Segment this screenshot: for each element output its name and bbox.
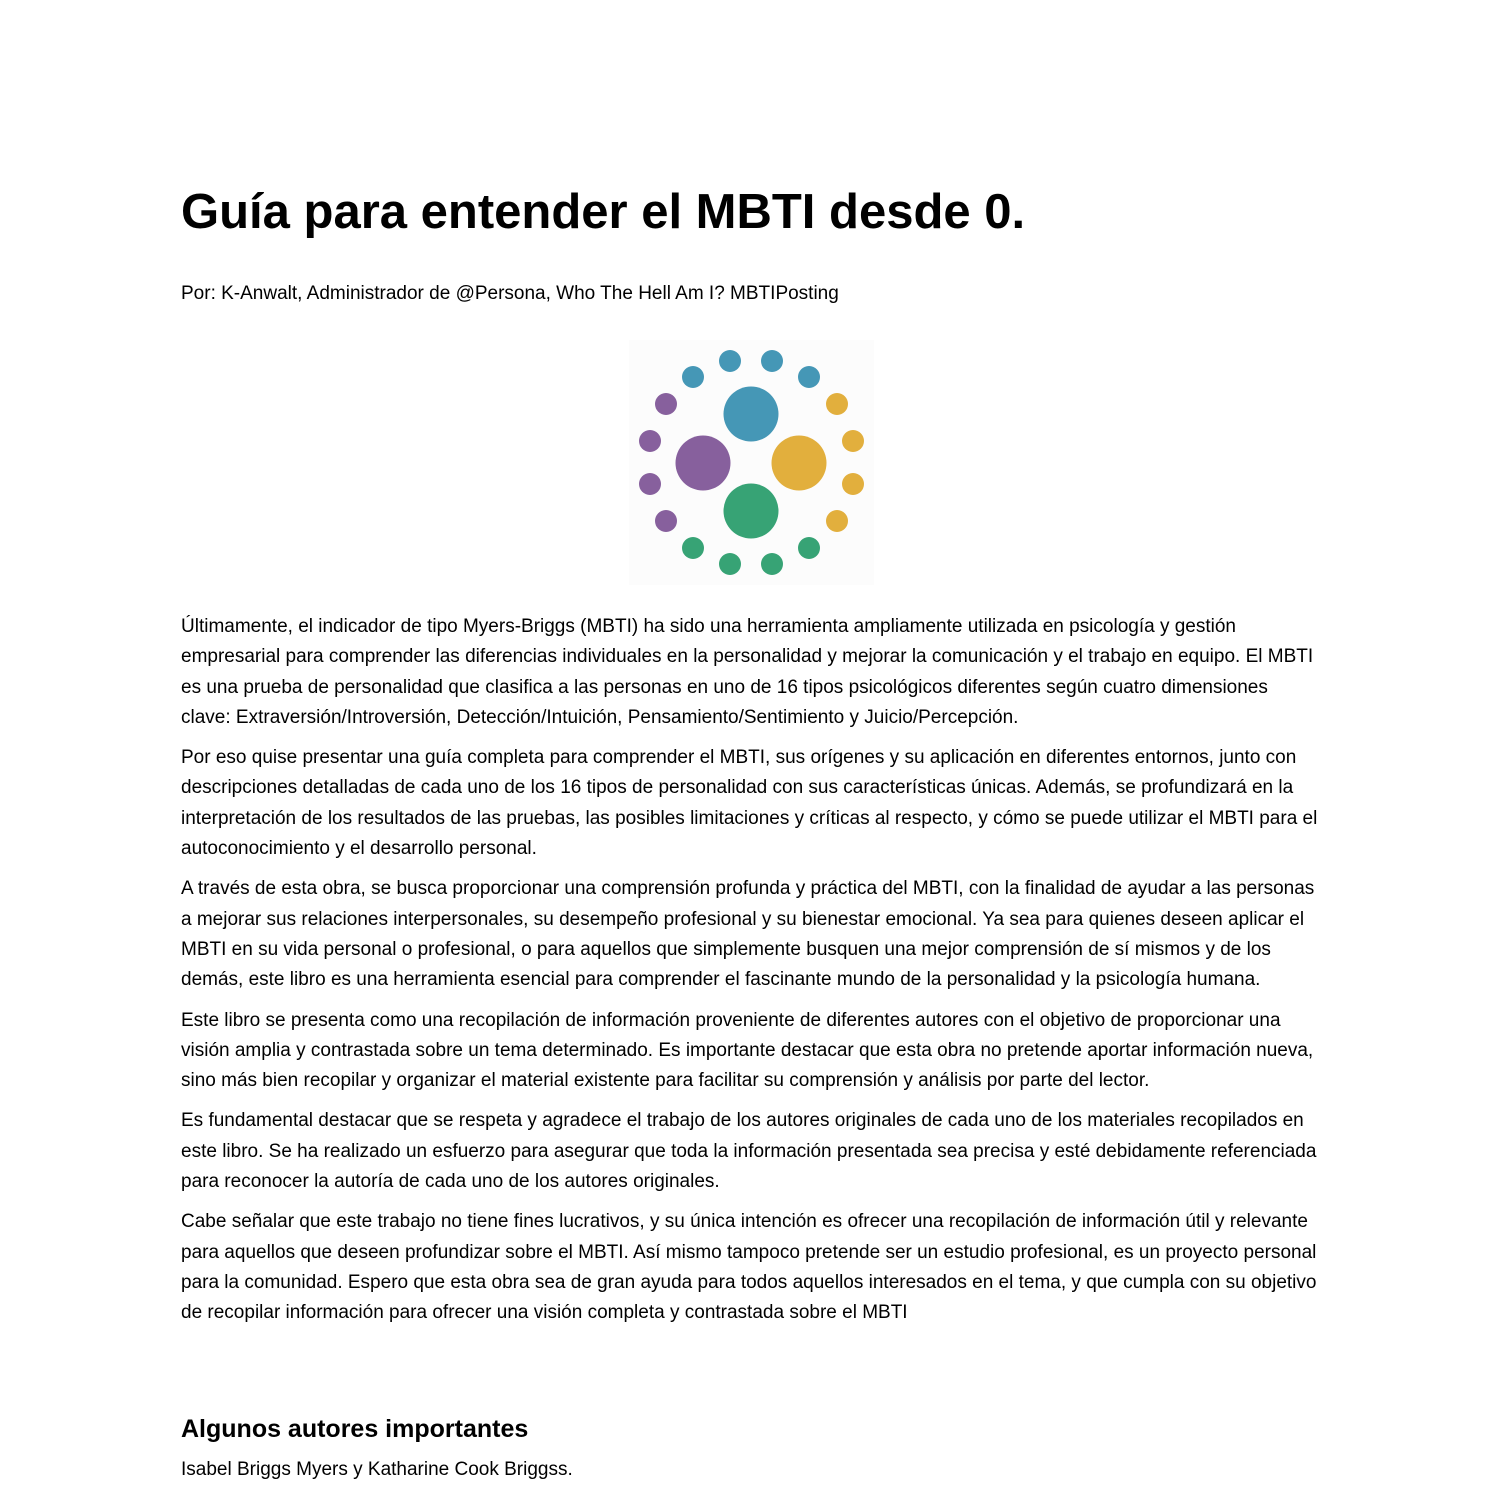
logo-dot-purple bbox=[639, 430, 661, 452]
logo-dot-green bbox=[719, 553, 741, 575]
author-byline: Por: K-Anwalt, Administrador de @Persona, Who The Hell Am I? MBTIPosting bbox=[181, 283, 839, 304]
logo-dot-blue bbox=[682, 366, 704, 388]
logo-dot-yellow bbox=[842, 473, 864, 495]
section-heading: Algunos autores importantes bbox=[181, 1415, 529, 1443]
logo-dot-green bbox=[682, 537, 704, 559]
logo-dot-green bbox=[798, 537, 820, 559]
intro-text bbox=[181, 612, 1321, 1339]
section-first-line: Isabel Briggs Myers y Katharine Cook Briggss. bbox=[181, 1459, 573, 1480]
logo-dot-blue bbox=[761, 350, 783, 372]
intro-paragraph: Es fundamental destacar que se respeta y agradece el trabajo de los autores originales de cada uno de los materiales recopilados en este libro. Se ha realizado un esfuerzo para asegurar que toda la información presentada sea precisa y esté debidamente referenciada para reconocer la autoría de cada uno de los autores originales. bbox=[181, 1110, 1317, 1193]
logo-dot-purple bbox=[655, 510, 677, 532]
mbti-logo bbox=[629, 340, 874, 585]
intro-paragraph: Este libro se presenta como una recopilación de información proveniente de diferentes autores con el objetivo de proporcionar una visión amplia y contrastada sobre un tema determinado. Es importante destacar que esta obra no pretende aportar información nueva, sino más bien recopilar y organizar el material existente para facilitar su comprensión y análisis por parte del lector. bbox=[181, 1009, 1314, 1092]
logo-dot-purple bbox=[639, 473, 661, 495]
logo-dot-purple bbox=[655, 393, 677, 415]
logo-dot-yellow bbox=[842, 430, 864, 452]
intro-paragraph: A través de esta obra, se busca proporcionar una comprensión profunda y práctica del MBTI, con la finalidad de ayudar a las personas a mejorar sus relaciones interpersonales, su desempeño profesional y su bienestar emocional. Ya sea para quienes deseen aplicar el MBTI en su vida personal o profesional, o para aquellos que simplemente busquen una mejor comprensión de sí mismos y de los demás, este libro es una herramienta esencial para comprender el fascinante mundo de la personalidad y la psicología humana. bbox=[181, 878, 1315, 991]
logo-big-circle-green bbox=[724, 484, 779, 539]
logo-dot-blue bbox=[719, 350, 741, 372]
mbti-circles-logo-icon bbox=[629, 340, 874, 585]
logo-big-circle-purple bbox=[676, 436, 731, 491]
intro-paragraph: Por eso quise presentar una guía completa para comprender el MBTI, sus orígenes y su aplicación en diferentes entornos, junto con descripciones detalladas de cada uno de los 16 tipos de personalidad con sus características únicas. Además, se profundizará en la interpretación de los resultados de las pruebas, las posibles limitaciones y críticas al respecto, y cómo se puede utilizar el MBTI para el autoconocimiento y el desarrollo personal. bbox=[181, 747, 1318, 860]
logo-dot-yellow bbox=[826, 393, 848, 415]
logo-big-circle-yellow bbox=[772, 436, 827, 491]
intro-paragraph: Últimamente, el indicador de tipo Myers-Briggs (MBTI) ha sido una herramienta ampliamente utilizada en psicología y gestión empresarial para comprender las diferencias individuales en la personalidad y mejorar la comunicación y el trabajo en equipo. El MBTI es una prueba de personalidad que clasifica a las personas en uno de 16 tipos psicológicos diferentes según cuatro dimensiones clave: Extraversión/Introversión, Detección/Intuición, Pensamiento/Sentimiento y Juicio/Percepción. bbox=[181, 616, 1314, 728]
logo-dot-blue bbox=[798, 366, 820, 388]
logo-dot-green bbox=[761, 553, 783, 575]
page-title: Guía para entender el MBTI desde 0. bbox=[181, 185, 1026, 239]
logo-dot-yellow bbox=[826, 510, 848, 532]
intro-paragraph: Cabe señalar que este trabajo no tiene fines lucrativos, y su única intención es ofrecer una recopilación de información útil y relevante para aquellos que deseen profundizar sobre el MBTI. Así mismo tampoco pretende ser un estudio profesional, es un proyecto personal para la comunidad. Espero que esta obra sea de gran ayuda para todos aquellos interesados en el tema, y que cumpla con su objetivo de recopilar información para ofrecer una visión completa y contrastada sobre el MBTI bbox=[181, 1211, 1317, 1324]
logo-big-circle-blue bbox=[724, 387, 779, 442]
